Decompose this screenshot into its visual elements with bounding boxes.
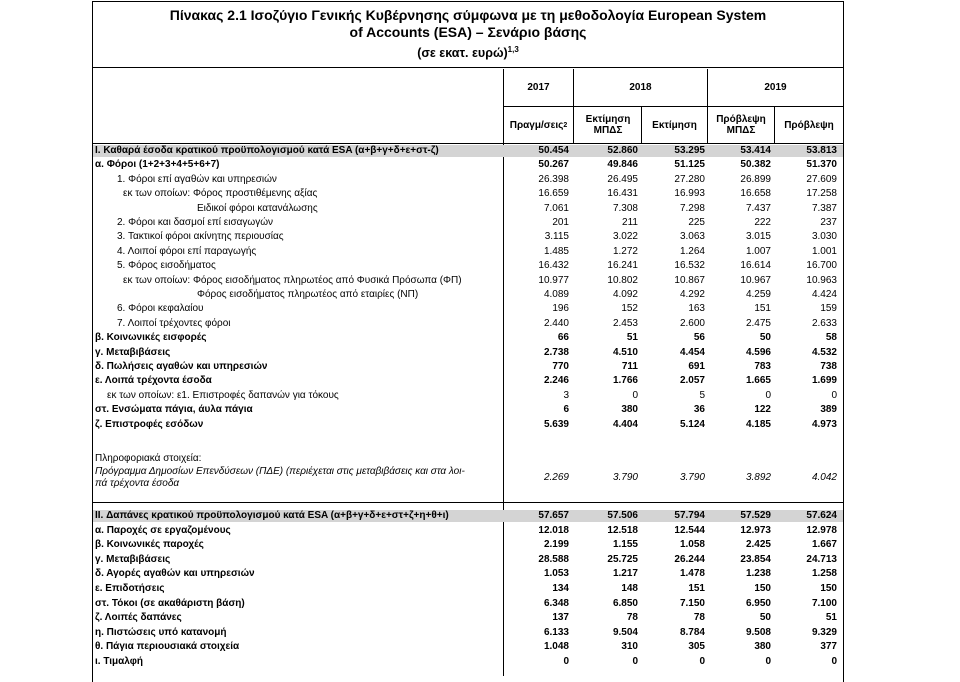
row-value: 151	[754, 303, 771, 315]
row-value: 16.431	[607, 188, 638, 200]
table-row	[93, 612, 843, 624]
row-value: 1.238	[745, 568, 771, 580]
memo-value: 4.042	[811, 472, 837, 483]
row-label: γ. Μεταβιβάσεις	[95, 553, 171, 565]
row-label: 5. Φόρος εισοδήματος	[117, 260, 216, 272]
row-value: 4.454	[679, 346, 705, 358]
row-value: 0	[632, 656, 638, 667]
row-value: 7.061	[543, 202, 569, 214]
year-2018: 2018	[629, 82, 652, 93]
table-row	[93, 246, 843, 258]
row-value: 56	[693, 332, 705, 344]
row-value: 27.609	[806, 173, 837, 185]
row-label: α. Παροχές σε εργαζομένους	[95, 524, 231, 536]
row-value: 53.813	[806, 145, 837, 156]
row-value: 10.867	[674, 274, 705, 286]
row-label: εκ των οποίων: Φόρος προστιθέμενης αξίας	[123, 188, 318, 200]
table-row	[93, 583, 843, 595]
row-value: 57.657	[538, 510, 569, 521]
col-actual	[504, 107, 573, 143]
row-value: 305	[688, 641, 705, 653]
row-value: 23.854	[740, 553, 771, 565]
row-value: 5.124	[679, 418, 705, 430]
row-value: 27.280	[674, 173, 705, 185]
row-value: 4.424	[811, 289, 837, 300]
row-value: 1.478	[679, 568, 705, 580]
table-row	[93, 525, 843, 537]
row-label: 7. Λοιποί τρέχοντες φόροι	[117, 317, 231, 329]
row-value: 16.659	[538, 188, 569, 200]
row-value: 16.241	[607, 260, 638, 272]
row-value: 783	[754, 361, 771, 372]
row-value: 1.001	[811, 245, 837, 257]
row-value: 26.899	[740, 173, 771, 185]
col-estimate-2018: Εκτίμηση	[652, 119, 697, 131]
row-value: 1.007	[745, 245, 771, 257]
table-row	[93, 390, 843, 402]
row-value: 2.057	[679, 375, 705, 387]
row-label: Ειδικοί φόροι κατανάλωσης	[197, 202, 318, 214]
row-value: 3.063	[679, 231, 705, 243]
row-value: 711	[621, 361, 638, 372]
row-value: 6.348	[543, 597, 569, 609]
row-value: 0	[563, 656, 569, 667]
row-value: 7.437	[745, 202, 771, 214]
row-value: 7.100	[811, 597, 837, 609]
table-row	[93, 598, 843, 610]
row-value: 3.030	[811, 231, 837, 243]
row-value: 211	[622, 217, 638, 228]
row-label: η. Πιστώσεις υπό κατανομή	[95, 626, 227, 638]
row-value: 50	[759, 612, 771, 624]
row-value: 58	[825, 332, 837, 344]
row-value: 3.022	[612, 231, 638, 243]
row-value: 9.329	[811, 626, 837, 638]
row-value: 137	[552, 612, 569, 624]
row-value: 770	[552, 361, 569, 372]
row-value: 16.532	[674, 260, 705, 272]
row-value: 25.725	[607, 553, 638, 565]
row-value: 1.058	[679, 539, 705, 551]
col-actual-label: Πραγμ/σεις	[509, 119, 564, 131]
table-row	[93, 347, 843, 359]
row-value: 16.658	[740, 188, 771, 200]
row-label: ζ. Λοιπές δαπάνες	[95, 612, 182, 624]
table-frame	[92, 1, 844, 682]
table-row	[93, 419, 843, 431]
title-line-2: of Accounts (ESA) – Σενάριο βάσης	[349, 24, 587, 40]
row-value: 16.700	[806, 260, 837, 272]
memo-row	[93, 472, 843, 490]
row-value: 6.133	[543, 626, 569, 638]
row-value: 2.600	[679, 317, 705, 329]
row-value: 134	[552, 583, 569, 594]
row-value: 1.665	[745, 375, 771, 387]
row-value: 196	[552, 303, 569, 315]
row-value: 1.048	[543, 641, 569, 653]
year-2017: 2017	[527, 82, 550, 93]
memo-title	[93, 453, 843, 465]
table-row	[93, 375, 843, 387]
table-row	[93, 361, 843, 373]
row-label: 4. Λοιποί φόροι επί παραγωγής	[117, 245, 257, 257]
row-value: 148	[621, 583, 638, 594]
table-row	[93, 275, 843, 287]
units-label: (σε εκατ. ευρώ)	[417, 46, 508, 61]
row-value: 1.272	[612, 245, 638, 257]
row-value: 2.246	[543, 375, 569, 387]
row-label: β. Κοινωνικές παροχές	[95, 539, 204, 551]
row-value: 3.015	[745, 231, 771, 243]
table-row	[93, 510, 843, 522]
row-value: 10.963	[806, 274, 837, 286]
row-value: 57.624	[806, 510, 837, 521]
table-row	[93, 641, 843, 653]
row-value: 2.738	[543, 346, 569, 358]
table-row	[93, 174, 843, 186]
row-value: 237	[820, 217, 837, 228]
table-row	[93, 332, 843, 344]
row-value: 389	[820, 404, 837, 416]
row-label: ζ. Επιστροφές εσόδων	[95, 418, 204, 430]
row-value: 4.292	[679, 289, 705, 300]
units-footnote: 1,3	[507, 45, 519, 54]
row-value: 4.596	[745, 346, 771, 358]
table-row	[93, 203, 843, 215]
row-value: 26.495	[607, 173, 638, 185]
memo-line-1: Πρόγραμμα Δημοσίων Επενδύσεων (ΠΔΕ) (περιέχεται στις μεταβιβάσεις και στα λοι-	[95, 466, 465, 477]
row-value: 16.614	[740, 260, 771, 272]
row-value: 2.425	[745, 539, 771, 551]
row-value: 2.453	[612, 317, 638, 329]
row-value: 51	[825, 612, 837, 624]
table-row	[93, 303, 843, 315]
row-label: 2. Φόροι και δασμοί επί εισαγωγών	[117, 217, 274, 228]
row-value: 9.504	[612, 626, 638, 638]
row-value: 1.485	[543, 245, 569, 257]
row-label: II. Δαπάνες κρατικού προϋπολογισμού κατά ESA (α+β+γ+δ+ε+στ+ζ+η+θ+ι)	[95, 510, 449, 521]
row-value: 66	[557, 332, 569, 344]
row-value: 738	[820, 361, 837, 372]
memo-value: 2.269	[543, 472, 569, 483]
row-value: 5	[699, 389, 705, 401]
row-value: 12.544	[674, 524, 705, 536]
row-value: 1.264	[679, 245, 705, 257]
row-value: 4.089	[543, 289, 569, 300]
row-label: γ. Μεταβιβάσεις	[95, 346, 171, 358]
col-forecast-2019: Πρόβλεψη	[784, 119, 834, 131]
row-value: 7.387	[811, 202, 837, 214]
table-row	[93, 627, 843, 639]
row-value: 1.053	[543, 568, 569, 580]
row-value: 10.977	[538, 274, 569, 286]
row-value: 150	[754, 583, 771, 594]
row-value: 380	[621, 404, 638, 416]
memo-value: 3.892	[745, 472, 771, 483]
table-row	[93, 260, 843, 272]
memo-title-label: Πληροφοριακά στοιχεία:	[95, 453, 202, 464]
table-row	[93, 231, 843, 243]
row-value: 152	[621, 303, 638, 315]
row-label: ε. Λοιπά τρέχοντα έσοδα	[95, 375, 212, 387]
row-value: 0	[632, 389, 638, 401]
row-value: 50	[759, 332, 771, 344]
row-value: 12.518	[607, 524, 638, 536]
memo-value: 3.790	[679, 472, 705, 483]
row-value: 53.295	[674, 145, 705, 156]
header-bottom	[93, 143, 843, 144]
row-value: 57.794	[674, 510, 705, 521]
row-value: 50.267	[538, 159, 569, 171]
memo-value: 3.790	[612, 472, 638, 483]
row-value: 4.404	[612, 418, 638, 430]
row-value: 201	[552, 217, 569, 228]
row-value: 122	[754, 404, 771, 416]
row-label: στ. Ενσώματα πάγια, άυλα πάγια	[95, 404, 253, 416]
table-row	[93, 145, 843, 157]
row-value: 0	[765, 389, 771, 401]
row-value: 12.978	[806, 524, 837, 536]
row-value: 2.199	[543, 539, 569, 551]
table-row	[93, 289, 843, 301]
row-value: 1.766	[612, 375, 638, 387]
row-value: 6.950	[745, 597, 771, 609]
row-label: 1. Φόροι επί αγαθών και υπηρεσιών	[117, 173, 277, 185]
table-row	[93, 159, 843, 171]
row-value: 0	[831, 389, 837, 401]
row-value: 1.699	[811, 375, 837, 387]
title-line-1: Πίνακας 2.1 Ισοζύγιο Γενικής Κυβέρνησης σύμφωνα με τη μεθοδολογία European System	[169, 7, 767, 23]
row-value: 1.667	[811, 539, 837, 551]
row-value: 36	[693, 404, 705, 416]
row-value: 2.475	[745, 317, 771, 329]
row-value: 163	[688, 303, 705, 315]
row-value: 49.846	[607, 159, 638, 171]
row-value: 225	[688, 217, 705, 228]
row-value: 10.802	[607, 274, 638, 286]
row-value: 9.508	[745, 626, 771, 638]
table-title	[93, 2, 843, 68]
row-label: 6. Φόροι κεφαλαίου	[117, 303, 204, 315]
row-value: 28.588	[538, 553, 569, 565]
row-value: 8.784	[679, 626, 705, 638]
table-row	[93, 318, 843, 330]
row-value: 7.150	[679, 597, 705, 609]
table-row	[93, 539, 843, 551]
row-value: 52.860	[607, 145, 638, 156]
row-value: 5.639	[543, 418, 569, 430]
row-value: 0	[765, 656, 771, 667]
table-row	[93, 656, 843, 668]
row-label: εκ των οποίων: Φόρος εισοδήματος πληρωτέος από Φυσικά Πρόσωπα (ΦΠ)	[123, 274, 462, 286]
row-value: 3.115	[544, 231, 569, 243]
table-row	[93, 188, 843, 200]
row-value: 53.414	[740, 145, 771, 156]
row-label: εκ των οποίων: ε1. Επιστροφές δαπανών για τόκους	[107, 389, 339, 401]
row-value: 159	[820, 303, 837, 315]
row-value: 16.993	[674, 188, 705, 200]
row-value: 4.973	[811, 418, 837, 430]
row-value: 377	[820, 641, 837, 653]
row-value: 51	[626, 332, 638, 344]
row-value: 50.382	[740, 159, 771, 171]
row-value: 51.370	[806, 159, 837, 171]
row-value: 16.432	[538, 260, 569, 272]
row-value: 7.308	[612, 202, 638, 214]
row-value: 50.454	[538, 145, 569, 156]
col-forecast-mpds-2019: Πρόβλεψη ΜΠΔΣ	[716, 114, 766, 136]
row-label: στ. Τόκοι (σε ακαθάριστη βάση)	[95, 597, 245, 609]
table-row	[93, 404, 843, 416]
row-value: 0	[831, 656, 837, 667]
row-value: 380	[754, 641, 771, 653]
row-label: I. Καθαρά έσοδα κρατικού προϋπολογισμού κατά ESA (α+β+γ+δ+ε+στ-ζ)	[95, 145, 439, 156]
row-value: 6.850	[612, 597, 638, 609]
row-value: 1.155	[612, 539, 638, 551]
row-value: 24.713	[806, 553, 837, 565]
year-2019: 2019	[764, 82, 787, 93]
row-value: 78	[693, 612, 705, 624]
row-value: 1.217	[612, 568, 638, 580]
col-actual-footnote: 2	[563, 121, 568, 129]
row-value: 2.633	[811, 317, 837, 329]
row-value: 4.259	[745, 289, 771, 300]
title-line-3	[93, 41, 843, 62]
table-row	[93, 554, 843, 566]
row-label: 3. Τακτικοί φόροι ακίνητης περιουσίας	[117, 231, 284, 243]
row-value: 1.258	[811, 568, 837, 580]
row-label: δ. Αγορές αγαθών και υπηρεσιών	[95, 568, 255, 580]
row-value: 151	[688, 583, 705, 594]
row-label: δ. Πωλήσεις αγαθών και υπηρεσιών	[95, 361, 268, 372]
row-value: 26.398	[538, 173, 569, 185]
row-label: ι. Τιμαλφή	[95, 656, 144, 667]
row-value: 4.092	[612, 289, 638, 300]
row-value: 4.185	[745, 418, 771, 430]
row-value: 222	[754, 217, 771, 228]
row-value: 6	[563, 404, 569, 416]
row-value: 310	[621, 641, 638, 653]
row-value: 17.258	[806, 188, 837, 200]
col-estimate-mpds-2018: Εκτίμηση ΜΠΔΣ	[585, 114, 631, 136]
row-value: 78	[626, 612, 638, 624]
row-label: Φόρος εισοδήματος πληρωτέος από εταιρίες (ΝΠ)	[197, 289, 419, 300]
row-value: 10.967	[740, 274, 771, 286]
row-label: α. Φόροι (1+2+3+4+5+6+7)	[95, 159, 220, 171]
row-value: 51.125	[674, 159, 705, 171]
row-value: 150	[820, 583, 837, 594]
row-label: θ. Πάγια περιουσιακά στοιχεία	[95, 641, 240, 653]
row-value: 12.973	[740, 524, 771, 536]
row-value: 0	[699, 656, 705, 667]
row-value: 691	[688, 361, 705, 372]
row-label: β. Κοινωνικές εισφορές	[95, 332, 207, 344]
row-value: 7.298	[679, 202, 705, 214]
row-value: 26.244	[674, 553, 705, 565]
row-label: ε. Επιδοτήσεις	[95, 583, 165, 594]
row-value: 12.018	[538, 524, 569, 536]
row-value: 4.532	[811, 346, 837, 358]
row-value: 2.440	[543, 317, 569, 329]
table-row	[93, 568, 843, 580]
memo-line-2: πά τρέχοντα έσοδα	[95, 478, 180, 489]
table-row	[93, 217, 843, 229]
row-value: 3	[563, 389, 569, 401]
section-divider	[93, 502, 843, 503]
row-value: 4.510	[612, 346, 638, 358]
row-value: 57.506	[607, 510, 638, 521]
row-value: 57.529	[740, 510, 771, 521]
